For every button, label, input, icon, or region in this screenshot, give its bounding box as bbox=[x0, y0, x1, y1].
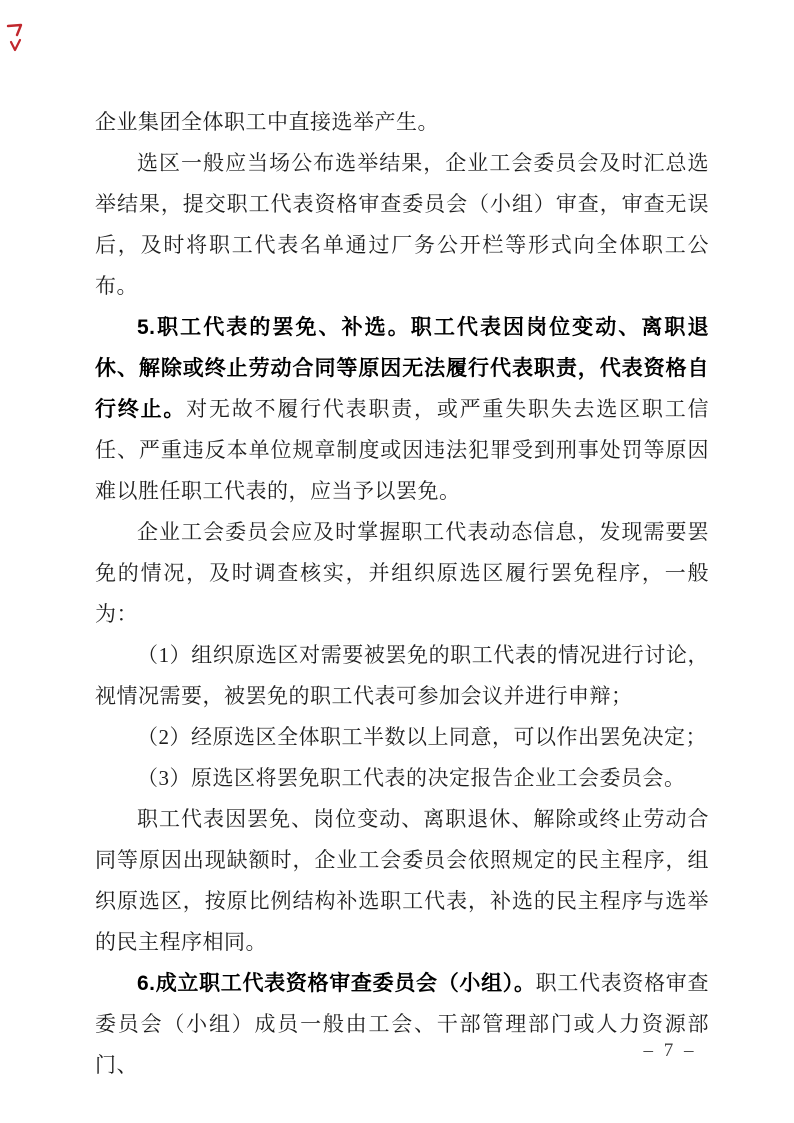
body-text: 企业集团全体职工中直接选举产生。 bbox=[95, 110, 439, 134]
body-text: 选区一般应当场公布选举结果，企业工会委员会及时汇总选举结果，提交职工代表资格审查委员会（小组）审查，审查无误后，及时将职工代表名单通过厂务公开栏等形式向全体职工公布。 bbox=[95, 151, 709, 298]
paragraph-by-election bbox=[95, 799, 709, 963]
body-text: 职工代表资格审查委员会（小组）成员一般由工会、干部管理部门或人力资源部门、 bbox=[95, 971, 709, 1077]
body-text: 对无故不履行代表职责，或严重失职失去选区职工信任、严重违反本单位规章制度或因违法犯罪受到刑事处罚等原因难以胜任职工代表的，应当予以罢免。 bbox=[95, 397, 710, 503]
body-text: 企业工会委员会应及时掌握职工代表动态信息，发现需要罢免的情况，及时调查核实，并组织原选区履行罢免程序，一般为： bbox=[95, 520, 709, 626]
section-6-heading: 6.成立职工代表资格审查委员会（小组）。 bbox=[137, 972, 536, 995]
body-text: （2）经原选区全体职工半数以上同意，可以作出罢免决定； bbox=[137, 725, 707, 749]
red-annotation-marks bbox=[5, 22, 27, 54]
paragraph-section-6 bbox=[95, 963, 709, 1086]
paragraph-section-5 bbox=[95, 307, 709, 512]
body-text: （1）组织原选区对需要被罢免的职工代表的情况进行讨论，视情况需要，被罢免的职工代表可参加会议并进行申辩； bbox=[95, 643, 709, 708]
paragraph-recall-step-2 bbox=[95, 717, 709, 758]
paragraph-recall-step-3 bbox=[95, 758, 709, 799]
page-number: – 7 – bbox=[643, 1040, 697, 1061]
paragraph-recall-step-1 bbox=[95, 635, 709, 717]
body-text: 职工代表因罢免、岗位变动、离职退休、解除或终止劳动合同等原因出现缺额时，企业工会委员会依照规定的民主程序，组织原选区，按原比例结构补选职工代表，补选的民主程序与选举的民主程序相同。 bbox=[95, 807, 709, 954]
section-5-heading: 5.职工代表的罢免、补选。职工代表因岗位变动、离职退休、解除或终止劳动合同等原因无法履行代表职责，代表资格自行终止。 bbox=[95, 316, 709, 421]
paragraph-continuation bbox=[95, 102, 709, 143]
body-text: （3）原选区将罢免职工代表的决定报告企业工会委员会。 bbox=[137, 766, 686, 790]
document-body bbox=[95, 102, 709, 1086]
paragraph-election-results bbox=[95, 143, 709, 307]
paragraph-recall-procedure-intro bbox=[95, 512, 709, 635]
